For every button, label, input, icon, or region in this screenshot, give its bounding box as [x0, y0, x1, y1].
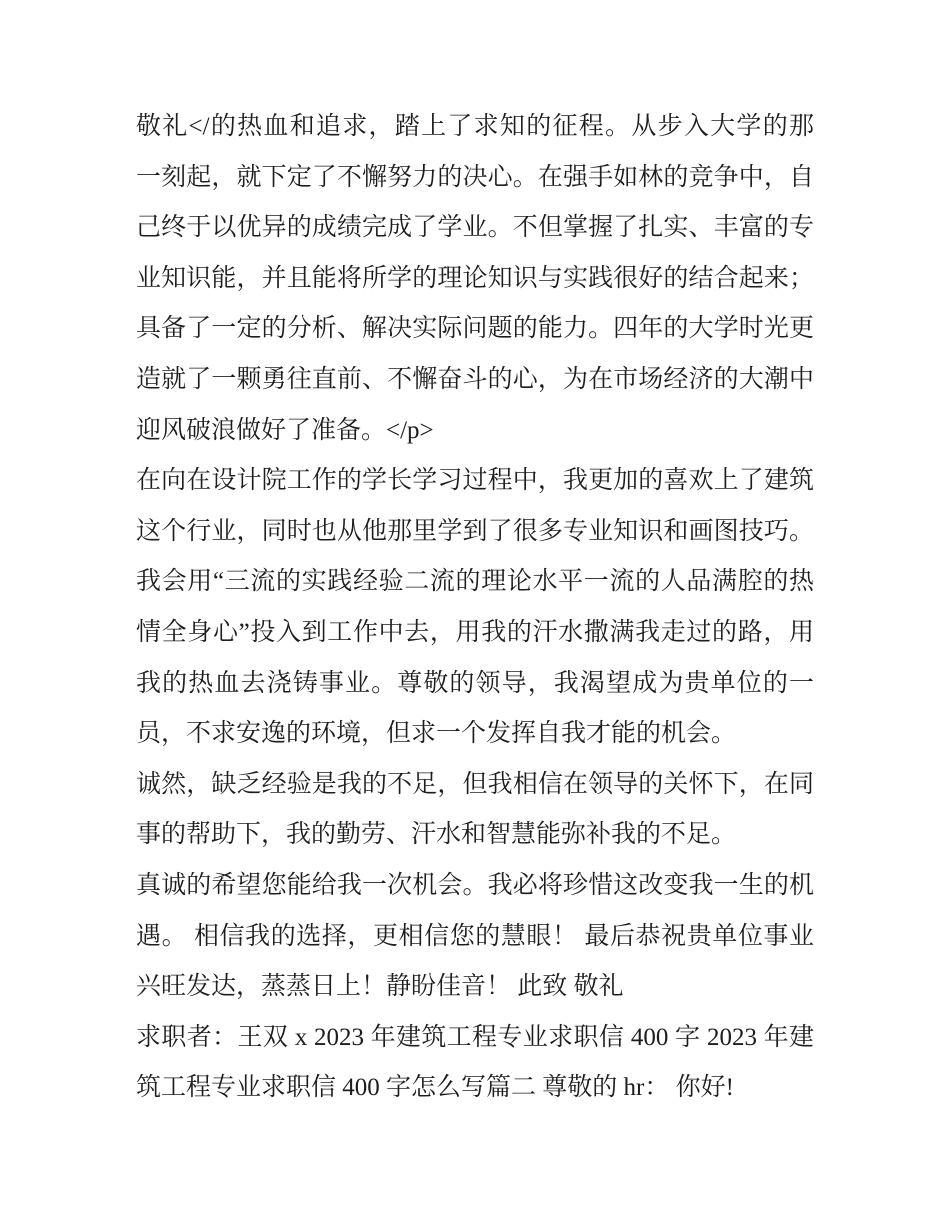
text-line: 具备了一定的分析、解决实际问题的能力。四年的大学时光更 [136, 315, 814, 343]
text-line: 我的热血去浇铸事业。尊敬的领导，我渴望成为贵单位的一 [136, 669, 814, 697]
text-line: 敬礼</的热血和追求，踏上了求知的征程。从步入大学的那 [136, 113, 814, 140]
text-line: 求职者：王双 x 2023 年建筑工程专业求职信 400 字 2023 年建 [136, 1023, 814, 1051]
text-line: 真诚的希望您能给我一次机会。我必将珍惜这改变我一生的机 [136, 871, 814, 899]
text-line: 造就了一颗勇往直前、不懈奋斗的心，为在市场经济的大潮中 [136, 365, 814, 393]
text-line: 遇。 相信我的选择，更相信您的慧眼！ 最后恭祝贵单位事业 [136, 922, 814, 950]
text-line: 兴旺发达，蒸蒸日上！静盼佳音！ 此致 敬礼 [136, 973, 624, 1001]
text-line: 一刻起，就下定了不懈努力的决心。在强手如林的竞争中，自 [136, 163, 814, 191]
text-line: 情全身心”投入到工作中去，用我的汗水撒满我走过的路，用 [136, 618, 814, 646]
text-line: 己终于以优异的成绩完成了学业。不但掌握了扎实、丰富的专 [136, 214, 814, 242]
text-line: 事的帮助下，我的勤劳、汗水和智慧能弥补我的不足。 [136, 821, 737, 849]
letter-text-block [136, 102, 814, 1114]
text-line: 在向在设计院工作的学长学习过程中，我更加的喜欢上了建筑 [136, 467, 814, 495]
text-line: 迎风破浪做好了准备。</p> [136, 416, 434, 444]
text-line: 这个行业，同时也从他那里学到了很多专业知识和画图技巧。 [136, 517, 814, 545]
text-line: 筑工程专业求职信 400 字怎么写篇二 尊敬的 hr： 你好! [136, 1074, 734, 1102]
text-line: 诚然，缺乏经验是我的不足，但我相信在领导的关怀下，在同 [136, 770, 814, 798]
text-line: 员，不求安逸的环境，但求一个发挥自我才能的机会。 [136, 720, 737, 748]
text-line: 我会用“三流的实践经验二流的理论水平一流的人品满腔的热 [136, 568, 814, 596]
text-line: 业知识能，并且能将所学的理论知识与实践很好的结合起来； [136, 264, 814, 292]
